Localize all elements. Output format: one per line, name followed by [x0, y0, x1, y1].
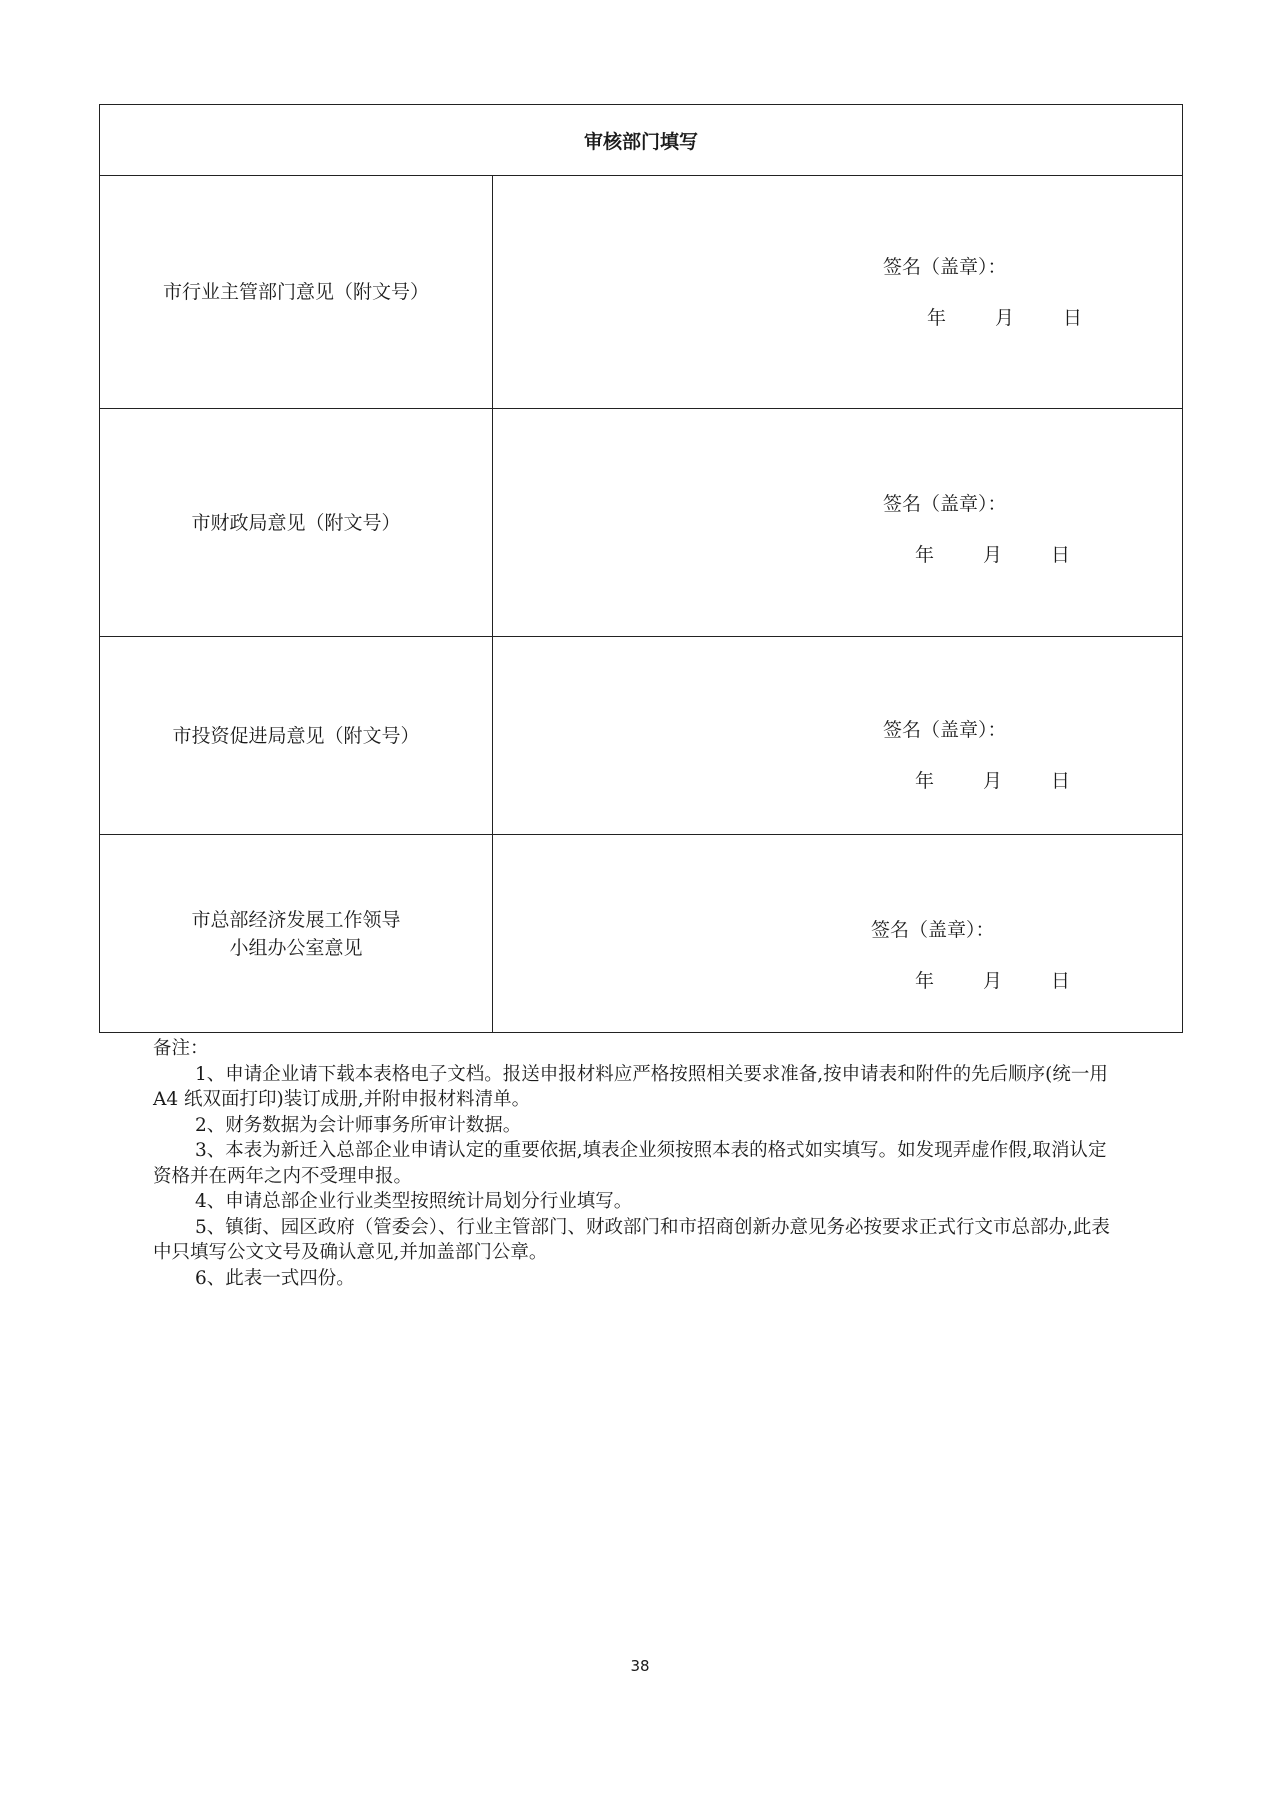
signature-block [883, 489, 1070, 567]
year-label: 年 [915, 544, 935, 566]
date-line [871, 966, 1070, 993]
year-label: 年 [927, 307, 947, 329]
opinion-label-cell [100, 409, 493, 637]
year-label: 年 [915, 970, 935, 992]
note-item: 4、申请总部企业行业类型按照统计局划分行业填写。 [195, 1191, 633, 1212]
opinion-label-cell [100, 835, 493, 1033]
date-line [883, 303, 1082, 330]
opinion-label: 市投资促进局意见（附文号） [172, 724, 420, 747]
day-label: 日 [1063, 307, 1083, 329]
page-number: 38 [630, 1657, 650, 1675]
signature-label: 签名（盖章）： [883, 256, 1007, 278]
month-label: 月 [995, 307, 1015, 329]
signature-label: 签名（盖章）： [871, 919, 995, 941]
signature-block [883, 252, 1082, 330]
table-row [100, 835, 1183, 1033]
note-item: 3、本表为新迁入总部企业申请认定的重要依据,填表企业须按照本表的格式如实填写。如发现弄虚作假,取消认定资格并在两年之内不受理申报。 [153, 1140, 1107, 1187]
signature-cell[interactable] [493, 835, 1183, 1033]
opinion-label: 市财政局意见（附文号） [191, 511, 401, 534]
opinion-label-cell [100, 176, 493, 409]
day-label: 日 [1051, 970, 1071, 992]
table-row [100, 409, 1183, 637]
notes-heading: 备注： [153, 1038, 209, 1059]
table-row [100, 176, 1183, 409]
signature-label: 签名（盖章）： [883, 719, 1007, 741]
date-line [883, 540, 1070, 567]
table-row [100, 637, 1183, 835]
signature-cell[interactable] [493, 637, 1183, 835]
notes-section [153, 1036, 1123, 1291]
table-header: 审核部门填写 [100, 105, 1183, 176]
month-label: 月 [983, 770, 1003, 792]
day-label: 日 [1051, 770, 1071, 792]
note-item: 1、申请企业请下载本表格电子文档。报送申报材料应严格按照相关要求准备,按申请表和附件的先后顺序(统一用 A4 纸双面打印)装订成册,并附申报材料清单。 [153, 1063, 1108, 1110]
day-label: 日 [1051, 544, 1071, 566]
month-label: 月 [983, 970, 1003, 992]
opinion-label-line-1: 市总部经济发展工作领导 [191, 908, 401, 931]
month-label: 月 [983, 544, 1003, 566]
note-item: 5、镇街、园区政府（管委会）、行业主管部门、财政部门和市招商创新办意见务必按要求正式行文市总部办,此表中只填写公文文号及确认意见,并加盖部门公章。 [153, 1216, 1110, 1263]
signature-label: 签名（盖章）： [883, 493, 1007, 515]
date-line [883, 766, 1070, 793]
signature-cell[interactable] [493, 409, 1183, 637]
opinion-label-cell [100, 637, 493, 835]
opinion-label: 市行业主管部门意见（附文号） [162, 281, 429, 303]
signature-block [871, 915, 1070, 993]
review-form-table [99, 104, 1183, 1033]
opinion-label-line-2: 小组办公室意见 [229, 936, 363, 959]
signature-block [883, 715, 1070, 793]
note-item: 2、财务数据为会计师事务所审计数据。 [195, 1114, 522, 1136]
signature-cell[interactable] [493, 176, 1183, 409]
year-label: 年 [915, 770, 935, 792]
note-item: 6、此表一式四份。 [195, 1267, 355, 1289]
